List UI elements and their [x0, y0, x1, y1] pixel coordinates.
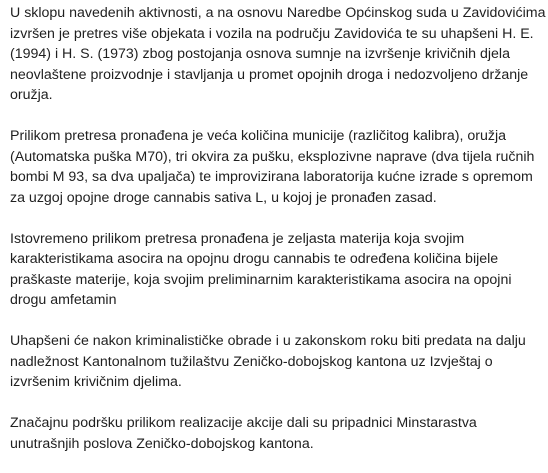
paragraph-seized-items — [10, 126, 540, 208]
text-line: neovlaštene proizvodnje i stavljanja u promet opojnih droga i nedozvoljeno držanje — [10, 66, 529, 83]
text-line: unutrašnjih poslova Zeničko-dobojskog kantona. — [10, 435, 314, 452]
text-line: praškaste materije, koja svojim preliminarnim karakteristikama asocira na opojni — [10, 271, 512, 288]
text-line: (1994) i H. S. (1973) zbog postojanja osnova sumnje na izvršenje krivičnih djela — [10, 46, 510, 62]
text-line: nadležnost Kantonalnom tužilaštvu Zeničko-dobojskog kantona uz Izvještaj o — [10, 353, 493, 370]
paragraph-search-operation — [10, 3, 546, 106]
text-line: Uhapšeni će nakon kriminalističke obrade i u zakonskom roku biti predata na dalju — [10, 333, 526, 349]
text-line: Prilikom pretresa pronađena je veća količina municije (različitog kalibra), oružja — [10, 128, 506, 144]
text-line: oružja. — [10, 87, 53, 103]
text-line: bombi M 93, sa dva upaljača) te improvizirana laboratorija kućne izrade s opremom — [10, 169, 533, 185]
text-line: (Automatska puška M70), tri okvira za pušku, eksplozivne naprave (dva tijela ručnih — [10, 148, 535, 165]
text-line: Značajnu podršku prilikom realizacije akcije dali su pripadnici Minstarastva — [10, 415, 477, 431]
text-line: drogu amfetamin — [10, 292, 117, 308]
paragraph-seized-substances — [10, 229, 540, 311]
text-line: za uzgoj opojne droge cannabis sativa L, u kojoj je pronađen zasad. — [10, 189, 437, 206]
paragraph-prosecution — [10, 331, 540, 393]
text-line: izvršenim krivičnim djelima. — [10, 374, 182, 390]
text-line: karakteristikama asocira na opojnu drogu cannabis te određena količina bijele — [10, 251, 499, 267]
text-line: Istovremeno prilikom pretresa pronađena je zeljasta materija koja svojim — [10, 230, 465, 247]
text-line: izvršen je pretres više objekata i vozila na području Zavidovića te su uhapšeni H. E. — [10, 25, 534, 42]
text-line: U sklopu navedenih aktivnosti, a na osnovu Naredbe Općinskog suda u Zavidovićima — [10, 5, 546, 21]
article-body — [10, 3, 546, 454]
paragraph-support — [10, 413, 540, 454]
